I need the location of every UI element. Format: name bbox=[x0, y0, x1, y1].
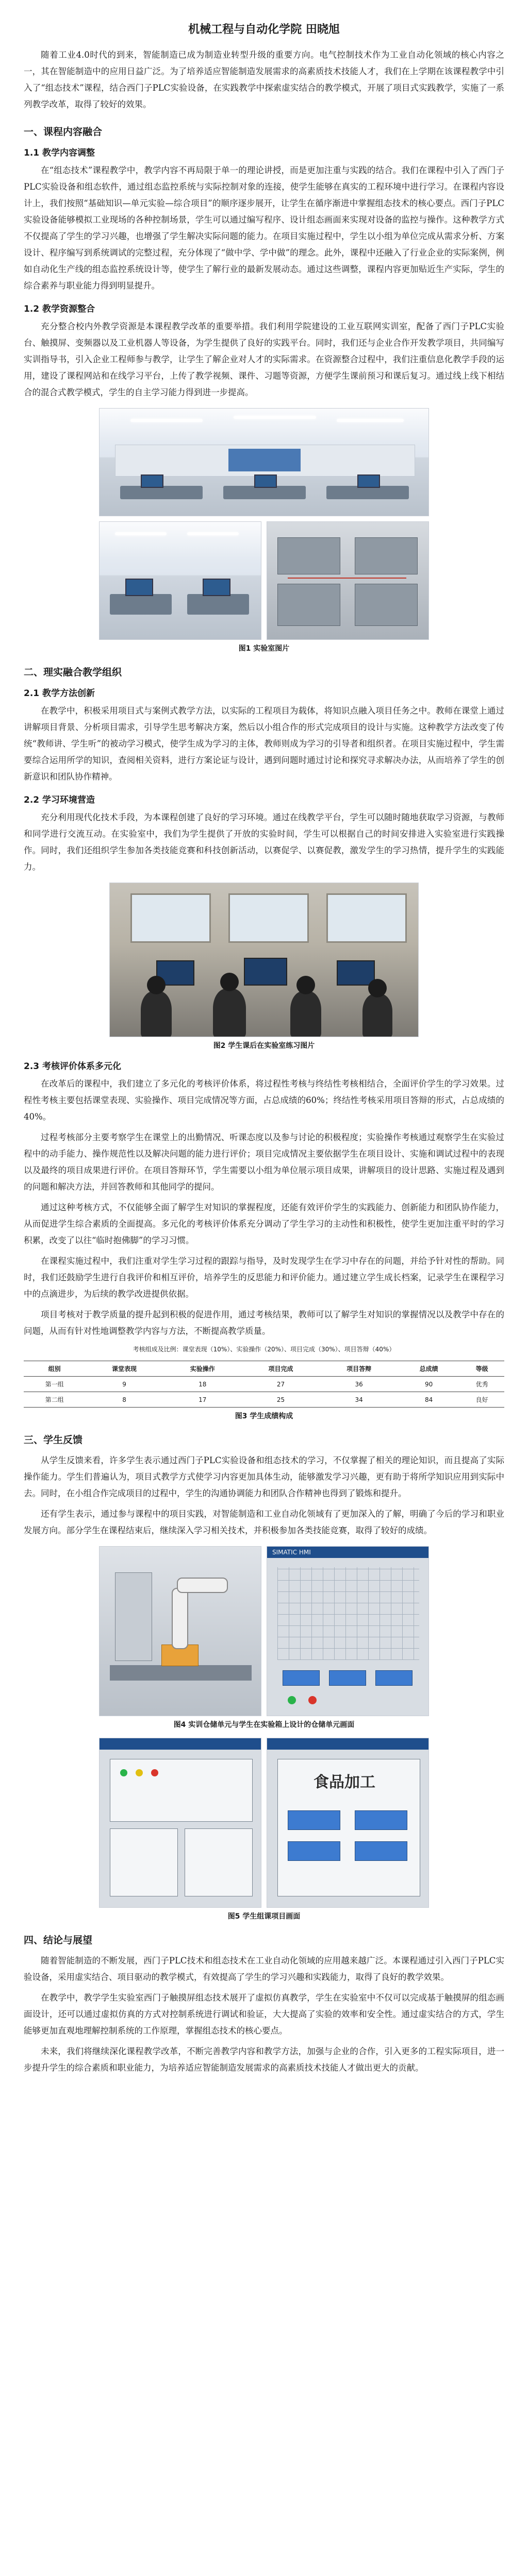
header-cell: 等级 bbox=[459, 1361, 504, 1377]
section-1-2-heading: 1.2 教学资源整合 bbox=[24, 304, 95, 314]
table-cell: 优秀 bbox=[459, 1377, 504, 1392]
section-4-p3: 未来，我们将继续深化课程教学改革，不断完善教学内容和教学方法，加强与企业的合作，引入更多的工程实际项目，进一步提升学生的综合素质和职业能力，为培养适应智能制造发展需求的高素质技术技能人才做出更大的贡献。 bbox=[24, 2046, 504, 2073]
section-2-heading: 二、理实融合教学组织 bbox=[24, 667, 122, 678]
hmi-screen-title: 食品加工 bbox=[314, 1773, 375, 1791]
figure-2-caption: 图2 学生课后在实验室练习图片 bbox=[213, 1042, 315, 1050]
students-practice-photo bbox=[109, 883, 419, 1037]
section-1-heading: 一、课程内容融合 bbox=[24, 126, 103, 138]
warehouse-unit-photo bbox=[99, 1546, 261, 1716]
section-4-heading: 四、结论与展望 bbox=[24, 1935, 93, 1946]
document-title: 机械工程与自动化学院 田晓旭 bbox=[188, 23, 340, 36]
table-cell: 18 bbox=[163, 1377, 242, 1392]
section-2-3-p3: 通过这种考核方式，不仅能够全面了解学生对知识的掌握程度，还能有效评价学生的实践能力、创新能力和团队协作能力，从而促进学生综合素质的全面提高。多元化的考核评价体系充分调动了学生学习的主动性和积极性，使学生更加注重平时的学习积累，改变了以往“临时抱佛脚”的学习习惯。 bbox=[24, 1202, 504, 1245]
section-3-p2: 还有学生表示，通过参与课程中的项目实践，对智能制造和工业自动化领域有了更加深入的了解，明确了今后的学习和职业发展方向。部分学生在课程结束后，继续深入学习相关技术，并积极参加各类技能竞赛，取得了较好的成绩。 bbox=[24, 1509, 504, 1535]
section-2-1-body: 在教学中，积极采用项目式与案例式教学方法，以实际的工程项目为载体，将知识点融入项目任务之中。教师在课堂上通过讲解项目背景、分析项目需求，引导学生思考解决方案，然后以小组合作的形式完成项目的设计与实施。这种教学方法改变了传统“教师讲、学生听”的被动学习模式，使学生成为学习的主体，教师则成为学习的引导者和组织者。在项目实施过程中，学生需要综合运用所学的知识，查阅相关资料，进行方案论证与设计，遇到问题时通过讨论和探究寻求解决办法，从而培养了学生的创新意识和团队协作精神。 bbox=[24, 706, 504, 782]
header-cell: 项目完成 bbox=[242, 1361, 320, 1377]
lab-equipment-rack-photo bbox=[267, 521, 429, 640]
figure-5-caption: 图5 学生组课项目画面 bbox=[227, 1912, 301, 1921]
warehouse-hmi-photo bbox=[267, 1546, 429, 1716]
table-cell: 良好 bbox=[459, 1392, 504, 1408]
lab-overview-photo bbox=[99, 408, 429, 516]
table-cell: 36 bbox=[320, 1377, 398, 1392]
header-cell: 实验操作 bbox=[163, 1361, 242, 1377]
section-2-2-body: 充分利用现代化技术手段，为本课程创建了良好的学习环境。通过在线教学平台，学生可以随时随地获取学习资源，与教师和同学进行交流互动。在实验室中，我们为学生提供了开放的实验时间，学生可以根据自己的时间安排进入实验室进行实践操作。同时，我们还组织学生参加各类技能竞赛和科技创新活动，以赛促学、以赛促教，激发学生的学习热情，提升学生的实践能力。 bbox=[24, 812, 504, 872]
section-3-p1: 从学生反馈来看，许多学生表示通过西门子PLC实验设备和组态技术的学习，不仅掌握了相关的理论知识，而且提高了实际操作能力。学生们普遍认为，项目式教学方式使学习内容更加具体生动，能够激发学习兴趣，更有助于将所学知识应用到实际中去。同时，在小组合作完成项目的过程中，学生的沟通协调能力和团队合作精神也得到了锻炼和提升。 bbox=[24, 1455, 504, 1498]
section-2-2-heading: 2.2 学习环境营造 bbox=[24, 795, 95, 805]
table-cell: 17 bbox=[163, 1392, 242, 1408]
table-cell: 第一组 bbox=[24, 1377, 85, 1392]
section-1-2-body: 充分整合校内外教学资源是本课程教学改革的重要举措。我们利用学院建设的工业互联网实训室，配备了西门子PLC实验台、触摸屏、变频器以及工业机器人等设备，为学生提供了良好的实践平台。同时，我们还与企业合作开发教学项目，共同编写实训指导书，引入企业工程师参与教学，让学生了解企业对人才的实际需求。在资源整合过程中，我们注重信息化教学手段的运用，建设了课程网站和在线学习平台，上传了教学视频、课件、习题等资源，方便学生课前预习和课后复习。通过线上线下相结合的混合式教学模式，学生的自主学习能力得到进一步提高。 bbox=[24, 321, 504, 397]
figure-1-caption: 图1 实验室图片 bbox=[238, 645, 290, 653]
table-cell: 27 bbox=[242, 1377, 320, 1392]
header-cell: 组别 bbox=[24, 1361, 85, 1377]
section-3-heading: 三、学生反馈 bbox=[24, 1434, 83, 1446]
figure-5-hmi-screens bbox=[99, 1738, 429, 1908]
section-2-3-p5: 项目考核对于教学质量的提升起到积极的促进作用，通过考核结果，教师可以了解学生对知识的掌握情况以及教学中存在的问题，从而有针对性地调整教学内容与方法，不断提高教学质量。 bbox=[24, 1310, 504, 1336]
table-cell: 25 bbox=[242, 1392, 320, 1408]
figure-3-caption: 图3 学生成绩构成 bbox=[235, 1412, 293, 1420]
intro-paragraph: 随着工业4.0时代的到来，智能制造已成为制造业转型升级的重要方向。电气控制技术作为工业自动化领域的核心内容之一，其在智能制造中的应用日益广泛。为了培养适应智能制造发展需求的高素质技术技能人才，我们在上学期在该课程教学中引入了“组态技术”课程，结合西门子PLC实验设备，在实践教学中探索虚实结合的教学模式，开展了项目式实践教学，实施了一系列教学改革，取得了较好的效果。 bbox=[24, 50, 504, 109]
hmi-brand-label: SIMATIC HMI bbox=[272, 1549, 311, 1556]
table-row bbox=[24, 1392, 504, 1408]
hmi-project-screen-right bbox=[267, 1738, 429, 1908]
table-cell: 84 bbox=[398, 1392, 459, 1408]
score-table bbox=[24, 1361, 504, 1408]
table-cell: 90 bbox=[398, 1377, 459, 1392]
section-2-3-p1: 在改革后的课程中，我们建立了多元化的考核评价体系，将过程性考核与终结性考核相结合，全面评价学生的学习效果。过程性考核主要包括课堂表现、实验操作、项目完成情况等方面，占总成绩的60%；终结性考核采用项目答辩的形式，占总成绩的40%。 bbox=[24, 1079, 504, 1122]
section-2-3-p4: 在课程实施过程中，我们注重对学生学习过程的跟踪与指导，及时发现学生在学习中存在的问题，并给予针对性的帮助。同时，我们还鼓励学生进行自我评价和相互评价，培养学生的反思能力和评价能力。通过建立学生成长档案，记录学生在课程学习中的点滴进步，为后续的教学改进提供依据。 bbox=[24, 1256, 504, 1299]
score-table-title: 考核组成及比例：课堂表现（10%）、实验操作（20%）、项目完成（30%）、项目答辩（40%） bbox=[133, 1346, 395, 1353]
figure-1-lab-photos bbox=[99, 408, 429, 640]
table-cell: 9 bbox=[85, 1377, 163, 1392]
section-1-1-heading: 1.1 教学内容调整 bbox=[24, 148, 95, 158]
table-cell: 8 bbox=[85, 1392, 163, 1408]
section-2-1-heading: 2.1 教学方法创新 bbox=[24, 688, 95, 699]
section-4-p1: 随着智能制造的不断发展，西门子PLC技术和组态技术在工业自动化领域的应用越来越广泛。本课程通过引入西门子PLC实验设备，采用虚实结合、项目驱动的教学模式，有效提高了学生的学习兴趣和实践能力，取得了良好的教学效果。 bbox=[24, 1956, 504, 1982]
score-table-header-row bbox=[24, 1361, 504, 1377]
table-row bbox=[24, 1377, 504, 1392]
section-2-3-heading: 2.3 考核评价体系多元化 bbox=[24, 1061, 122, 1072]
table-cell: 第二组 bbox=[24, 1392, 85, 1408]
table-cell: 34 bbox=[320, 1392, 398, 1408]
section-2-3-p2: 过程考核部分主要考察学生在课堂上的出勤情况、听课态度以及参与讨论的积极程度；实验操作考核通过观察学生在实验过程中的动手能力、操作规范性以及解决问题的能力进行评价；项目完成情况主要依据学生在项目设计、实施和调试过程中的表现以及最终的项目成果进行评价。在项目答辩环节，学生需要以小组为单位展示项目成果，讲解项目的设计思路、实施过程及遇到的问题和解决方法，并回答教师和其他同学的提问。 bbox=[24, 1132, 504, 1192]
figure-4-caption: 图4 实训仓储单元与学生在实验箱上设计的仓储单元画面 bbox=[173, 1721, 355, 1729]
section-1-1-body: 在“组态技术”课程教学中，教学内容不再局限于单一的理论讲授，而是更加注重与实践的结合。我们在课程中引入了西门子PLC实验设备和组态软件，通过组态监控系统与实际控制对象的连接，使学生能够在真实的工程环境中进行学习。在课程内容设计上，我们按照“基础知识—单元实验—综合项目”的顺序逐步展开，让学生在循序渐进中掌握组态技术的核心要点。西门子PLC实验设备能够模拟工业现场的各种控制场景，学生可以通过编写程序、设计组态画面来实现对设备的监控与操作。这种教学方式不仅提高了学生的学习兴趣，也增强了学生解决实际问题的能力。在项目实施过程中，学生以小组为单位完成从需求分析、方案设计、程序编写到系统调试的完整过程，充分体现了“做中学、学中做”的理念。此外，课程中还融入了行业企业的实际案例，例如自动化生产线的组态监控系统设计等，使学生了解行业的最新发展动态。通过这些调整，课程内容更加贴近生产实际，学生的综合素养与职业能力得到明显提升。 bbox=[24, 165, 504, 291]
figure-2-students-photo bbox=[109, 883, 419, 1037]
section-4-p2: 在教学中，教学学生实验室西门子触摸屏组态技术展开了虚拟仿真教学，学生在实验室中不仅可以完成基于触摸屏的组态画面设计，还可以通过虚拟仿真的方式对控制系统进行调试和验证，大大提高了实验的效率和安全性。通过虚实结合的方式，学生能够更加直观地理解控制系统的工作原理，掌握组态技术的核心要点。 bbox=[24, 1993, 504, 2036]
lab-workstation-photo-left bbox=[99, 521, 261, 640]
header-cell: 项目答辩 bbox=[320, 1361, 398, 1377]
hmi-project-screen-left bbox=[99, 1738, 261, 1908]
figure-4-warehouse-photos bbox=[99, 1546, 429, 1716]
header-cell: 总成绩 bbox=[398, 1361, 459, 1377]
header-cell: 课堂表现 bbox=[85, 1361, 163, 1377]
